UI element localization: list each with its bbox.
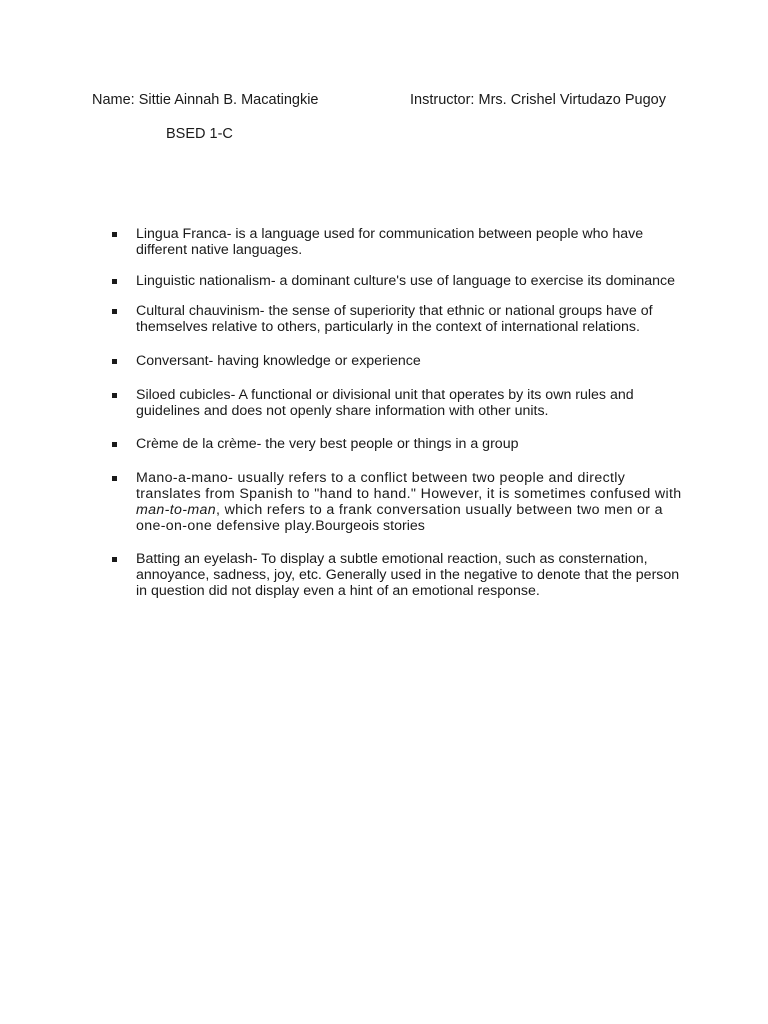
student-name: Name: Sittie Ainnah B. Macatingkie — [92, 92, 319, 108]
definition-text: Lingua Franca- is a language used for communication between people who have different native languages. — [136, 226, 644, 258]
square-bullet-icon — [112, 442, 117, 447]
definition-item-lingua-franca — [112, 227, 682, 259]
italic-term: man-to-man — [136, 501, 216, 518]
definition-item-conversant — [112, 354, 682, 370]
definitions-list — [112, 227, 682, 600]
definition-item-linguistic-nationalism — [112, 274, 682, 290]
instructor-name: Instructor: Mrs. Crishel Virtudazo Pugoy — [410, 92, 666, 108]
definition-item-batting-an-eyelash — [112, 552, 682, 599]
course-section: BSED 1-C — [166, 126, 233, 142]
square-bullet-icon — [112, 557, 117, 562]
definition-text: Batting an eyelash- To display a subtle emotional reaction, such as consternation, annoyance, sadness, joy, etc. Generally used in the negative to denote that the person in question did not display even a hint of an emotional response. — [136, 551, 680, 599]
definition-text: Crème de la crème- the very best people or things in a group — [136, 436, 519, 453]
definition-text: Conversant- having knowledge or experience — [136, 352, 421, 369]
square-bullet-icon — [112, 232, 117, 237]
square-bullet-icon — [112, 476, 117, 481]
definition-item-creme-de-la-creme — [112, 437, 682, 453]
definition-item-cultural-chauvinism — [112, 304, 682, 336]
definition-item-siloed-cubicles — [112, 388, 682, 420]
definition-text-part: Mano-a-mano- usually refers to a conflict between two people and directly translates from Spanish to "hand to hand." However, it is sometimes confused with — [136, 470, 682, 502]
square-bullet-icon — [112, 393, 117, 398]
definition-item-mano-a-mano — [112, 471, 682, 534]
definition-text: Linguistic nationalism- a dominant culture's use of language to exercise its dominance — [136, 272, 675, 289]
definition-text-part: , which refers to a frank conversation usually between two men or a one-on-one defensive play. — [136, 501, 663, 534]
trailing-note: Bourgeois stories — [315, 517, 425, 534]
definition-text: Siloed cubicles- A functional or divisional unit that operates by its own rules and guidelines and does not openly share information with other units. — [136, 386, 634, 419]
definition-text — [136, 471, 682, 534]
square-bullet-icon — [112, 279, 117, 284]
square-bullet-icon — [112, 309, 117, 314]
square-bullet-icon — [112, 359, 117, 364]
definition-text: Cultural chauvinism- the sense of superiority that ethnic or national groups have of themselves relative to others, particularly in the context of international relations. — [136, 303, 653, 336]
